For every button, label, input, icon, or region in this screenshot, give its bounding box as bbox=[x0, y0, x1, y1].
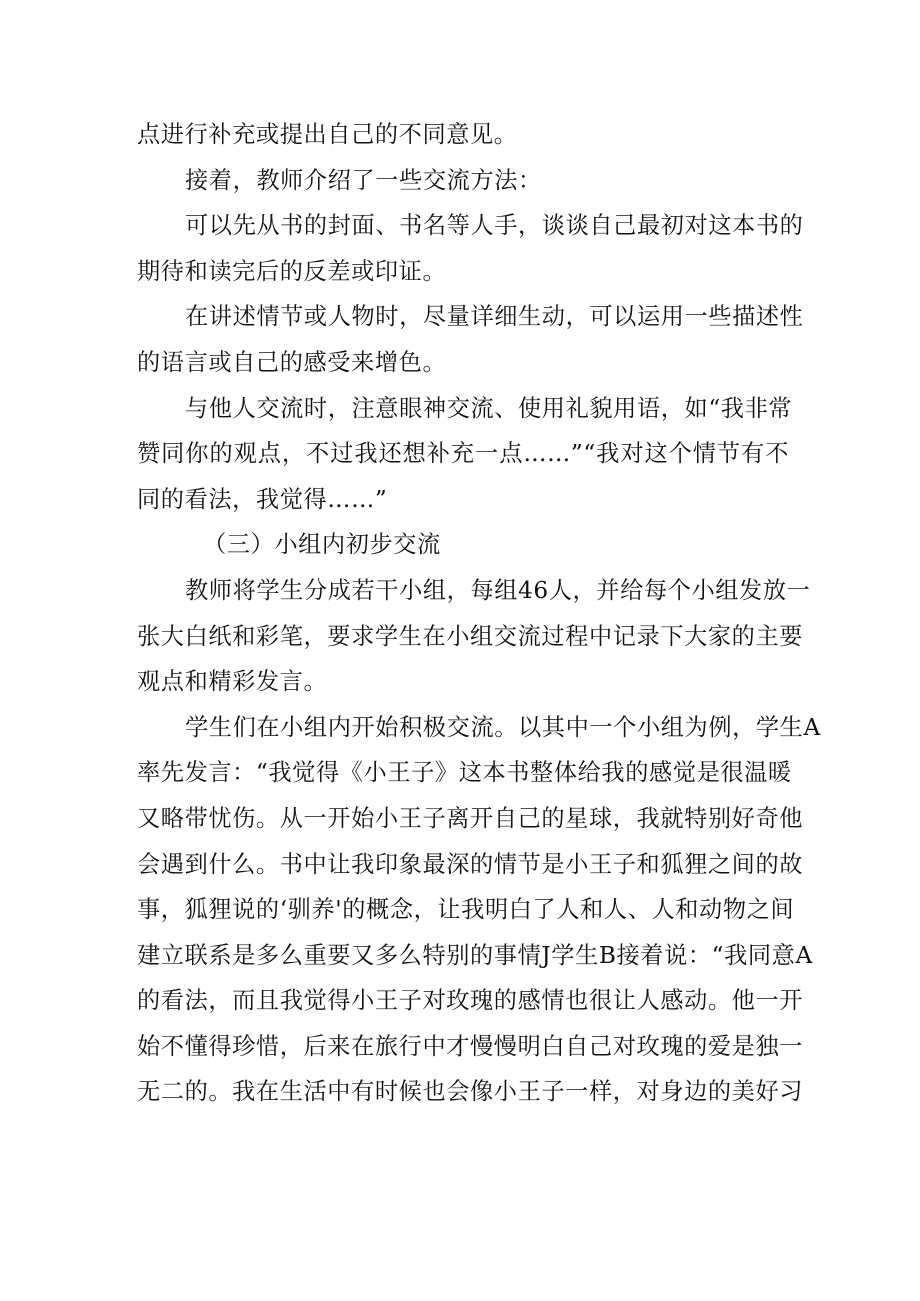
paragraph-line: 期待和读完后的反差或印证。 bbox=[137, 257, 447, 285]
paragraph-line: 张大白纸和彩笔，要求学生在小组交流过程中记录下大家的主要 bbox=[137, 622, 804, 650]
paragraph-line: 教师将学生分成若干小组，每组46人，并给每个小组发放一 bbox=[185, 576, 811, 604]
paragraph-line: 又略带忧伤。从一开始小王子离开自己的星球，我就特别好奇他 bbox=[137, 804, 804, 832]
paragraph-line: 可以先从书的封面、书名等人手，谈谈自己最初对这本书的 bbox=[185, 212, 804, 240]
paragraph-line: 事，狐狸说的‘驯养'的概念，让我明白了人和人、人和动物之间 bbox=[137, 896, 795, 924]
paragraph-line: 同的看法，我觉得……” bbox=[137, 485, 388, 513]
paragraph-line: 始不懂得珍惜，后来在旅行中才慢慢明白自己对玫瑰的爱是独一 bbox=[137, 1032, 804, 1060]
paragraph-line: 的语言或自己的感受来增色。 bbox=[137, 348, 447, 376]
paragraph-line: 会遇到什么。书中让我印象最深的情节是小王子和狐狸之间的故 bbox=[137, 850, 804, 878]
section-heading: （三）小组内初步交流 bbox=[203, 531, 441, 559]
paragraph-line: 无二的。我在生活中有时候也会像小王子一样，对身边的美好习 bbox=[137, 1078, 804, 1106]
paragraph-line: 赞同你的观点，不过我还想补充一点……”“我对这个情节有不 bbox=[137, 440, 789, 468]
paragraph-line: 与他人交流时，注意眼神交流、使用礼貌用语，如“我非常 bbox=[185, 394, 793, 422]
paragraph-line: 的看法，而且我觉得小王子对玫瑰的感情也很让人感动。他一开 bbox=[137, 987, 804, 1015]
paragraph-line: 观点和精彩发言。 bbox=[137, 668, 328, 696]
paragraph-line: 学生们在小组内开始积极交流。以其中一个小组为例，学生A bbox=[185, 713, 821, 741]
paragraph-line: 率先发言：“我觉得《小王子》这本书整体给我的感觉是很温暖 bbox=[137, 759, 792, 787]
paragraph-line: 接着，教师介绍了一些交流方法： bbox=[185, 166, 542, 194]
document-page bbox=[137, 112, 821, 1115]
paragraph-line: 在讲述情节或人物时，尽量详细生动，可以运用一些描述性 bbox=[185, 303, 804, 331]
paragraph-line: 点进行补充或提出自己的不同意见。 bbox=[137, 121, 518, 148]
paragraph-line: 建立联系是多么重要又多么特别的事情J学生B接着说：“我同意A bbox=[137, 941, 813, 969]
